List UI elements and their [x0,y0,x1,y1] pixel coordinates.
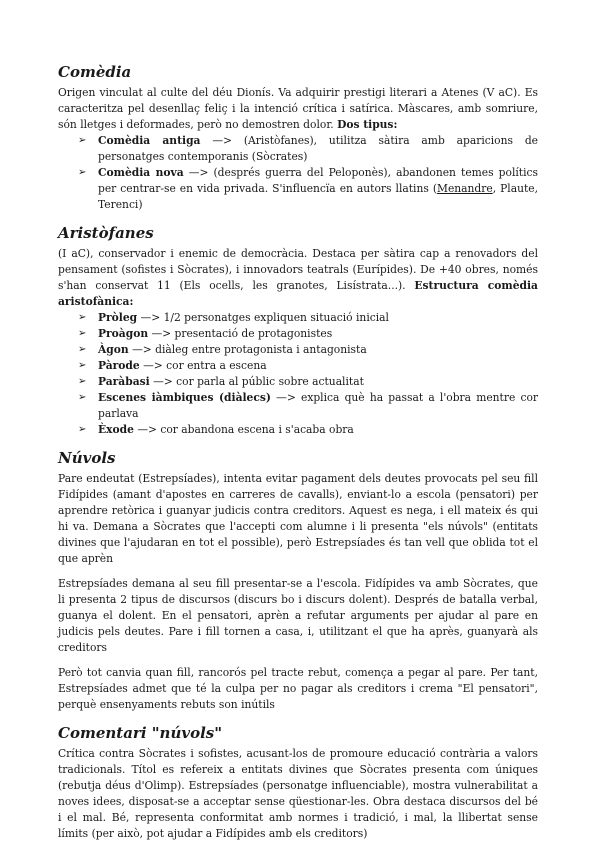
arrow-bullet-icon: ➢ [78,392,87,403]
arrow-bullet-icon: ➢ [78,376,87,387]
arrow-bullet-icon: ➢ [78,360,87,371]
list-item: ➢ Paràbasi —> cor parla al públic sobre actualitat [78,375,364,388]
list-item: ➢ Comèdia nova —> (després guerra del Peloponès), abandonen temes polítics per centrar-se en vida privada. S'influencïa en autors llatins (Menandre, Plaute, Terenci) [78,166,538,211]
document-page [58,62,538,852]
nuvols-paragraph-3: Però tot canvia quan fill, rancorós pel tracte rebut, comença a pegar al pare. Per tant, Estrepsíades admet que té la culpa per no pagar als creditors i crema "El pensatori", perquè ensenyaments rebuts son inútils [58,666,538,711]
estructura-list [58,310,538,438]
arrow-bullet-icon: ➢ [78,424,87,435]
section-aristofanes [58,223,538,438]
dos-tipus-label: Dos tipus: [337,118,398,131]
list-item: ➢ Comèdia antiga —> (Aristòfanes), utilitza sàtira amb aparicions de personatges contemporanis (Sòcrates) [78,134,538,163]
heading-nuvols: Núvols [58,449,116,467]
section-comedia [58,62,538,213]
list-item: ➢ Proàgon —> presentació de protagonistes [78,327,333,340]
arrow-bullet-icon: ➢ [78,328,87,339]
section-nuvols [58,448,538,713]
menandre-text: Menandre [437,182,493,195]
arrow-bullet-icon: ➢ [78,135,87,146]
comedia-intro: Origen vinculat al culte del déu Dionís. Va adquirir prestigi literari a Atenes (V aC). Es caracteritza pel desenllaç feliç i la intenció crítica i satírica. Màscares, amb somriure, són lletges i deformades, però no demostren dolor. Dos tipus: [58,86,538,131]
comedia-types-list [58,133,538,213]
arrow-bullet-icon: ➢ [78,344,87,355]
list-item: ➢ Àgon —> diàleg entre protagonista i antagonista [78,343,367,356]
list-item: ➢ Pàrode —> cor entra a escena [78,359,267,372]
estructura-label: Estructura comèdia aristofànica: [58,279,538,308]
heading-comedia: Comèdia [58,63,132,81]
list-item: ➢ Escenes iàmbiques (diàlecs) —> explica què ha passat a l'obra mentre cor parlava [78,391,539,420]
list-item: ➢ Pròleg —> 1/2 personatges expliquen situació inicial [78,311,389,324]
list-item: ➢ Èxode —> cor abandona escena i s'acaba obra [78,423,354,436]
heading-aristofanes: Aristòfanes [58,224,154,242]
nuvols-paragraph-1: Pare endeutat (Estrepsíades), intenta evitar pagament dels deutes provocats pel seu fill Fidípides (amant d'apostes en carreres de cavalls), enviant-lo a escola (pensatori) per aprendre retòrica i guanyar judicis contra creditors. Aquest es nega, i ell mateix és qui hi va. Demana a Sòcrates que l'accepti com alumne i li presenta "els núvols" (entitats divines que l'ajudaran en tot el possible), però Estrepsíades és tan vell que oblida tot el que aprèn [58,472,538,565]
arrow-bullet-icon: ➢ [78,167,87,178]
aristofanes-intro: (I aC), conservador i enemic de democràcia. Destaca per sàtira cap a renovadors del pensament (sofistes i Sòcrates), i innovadors teatrals (Eurípides). De +40 obres, només s'han conservat 11 (Els ocells, les granotes, Lisístrata...). Estructura comèdia aristofànica: [58,247,538,308]
nuvols-paragraph-2: Estrepsíades demana al seu fill presentar-se a l'escola. Fidípides va amb Sòcrates, que li presenta 2 tipus de discursos (discurs bo i discurs dolent). Després de batalla verbal, guanya el dolent. En el pensatori, aprèn a refutar arguments per ajudar al pare en judicis pels deutes. Pare i fill tornen a casa, i, utilitzant el que ha après, guanyarà als creditors [58,577,538,654]
section-comentari [58,723,538,842]
arrow-bullet-icon: ➢ [78,312,87,323]
heading-comentari: Comentari "núvols" [58,724,223,742]
comentari-paragraph: Crítica contra Sòcrates i sofistes, acusant-los de promoure educació contrària a valors tradicionals. Títol es refereix a entitats divines que Sòcrates presenta com úniques (rebutja déus d'Olimp). Estrepsíades (personatge influenciable), mostra vulnerabilitat a noves idees, disposat-se a acceptar sense qüestionar-les. Obra destaca discursos del bé i el mal. Bé, representa conformitat amb normes i tradició, i mal, la llibertat sense límits (per això, pot ajudar a Fidípides amb els creditors) [58,747,538,840]
